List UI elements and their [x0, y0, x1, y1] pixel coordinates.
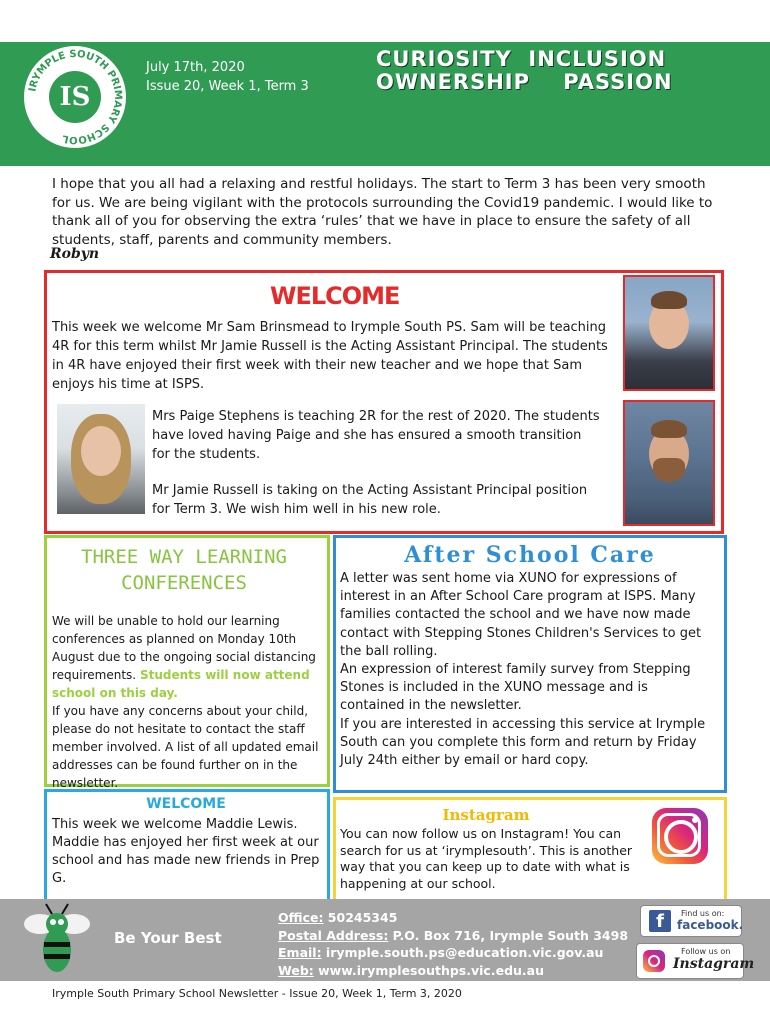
conferences-text	[52, 612, 320, 792]
instagram-small-icon	[643, 950, 665, 972]
asc-paragraph-3: If you are interested in accessing this service at Irymple South can you complete this form and return by Friday July 24th either by email or hard copy.	[340, 716, 706, 769]
instagram-badge-label: Instagram	[673, 956, 755, 972]
welcome-staff-title: WELCOME	[270, 282, 400, 310]
welcome-jamie-text: Mr Jamie Russell is taking on the Acting Assistant Principal position for Term 3. We wish him well in his new role.	[152, 483, 588, 517]
email-value[interactable]: irymple.south.ps@education.vic.gov.au	[321, 945, 604, 960]
office-value: 50245345	[323, 910, 398, 925]
issue-number: Issue 20, Week 1, Term 3	[146, 79, 309, 94]
facebook-badge[interactable]	[640, 905, 742, 937]
welcome-student-title: WELCOME	[146, 796, 226, 812]
facebook-badge-label: facebook.	[677, 918, 744, 932]
school-logo	[24, 46, 126, 148]
facebook-badge-caption: Find us on:	[681, 909, 725, 918]
photo-paige-stephens	[57, 404, 145, 514]
photo-jamie-russell	[623, 400, 715, 526]
svg-text:IRYMPLE SOUTH PRIMARY SCHOOL: IRYMPLE SOUTH PRIMARY SCHOOL	[27, 48, 124, 146]
conferences-text-intro: We will be unable to hold our learning conferences as planned on Monday 10th August due to the ongoing social distancing requirements.	[52, 614, 316, 682]
principal-signature: Robyn	[50, 246, 100, 262]
contact-postal	[278, 927, 628, 945]
school-values	[376, 48, 673, 94]
instagram-badge-caption: Follow us on	[681, 947, 731, 956]
hornet-mascot-icon	[22, 902, 92, 978]
welcome-paige-text: Mrs Paige Stephens is teaching 2R for the rest of 2020. The students have loved having Paige and she has ensured a smooth transition for the students.	[152, 409, 600, 462]
facebook-icon: f	[649, 910, 671, 932]
welcome-sam-text: This week we welcome Mr Sam Brinsmead to Irymple South PS. Sam will be teaching 4R for this term whilst Mr Jamie Russell is the Acting Assistant Principal. The students in 4R have enjoyed their first week with their new teacher and we hope that Sam enjoys his time at ISPS.	[52, 320, 608, 392]
values-line-2: OWNERSHIP PASSION	[376, 70, 673, 94]
after-school-care-title: After School Care	[404, 542, 656, 568]
welcome-student-text: This week we welcome Maddie Lewis. Maddie has enjoyed her first week at our school and has made new friends in Prep G.	[52, 817, 320, 886]
web-value[interactable]: www.irymplesouthps.vic.edu.au	[313, 962, 544, 978]
email-label: Email:	[278, 945, 322, 960]
page-footnote: Irymple South Primary School Newsletter - Issue 20, Week 1, Term 3, 2020	[52, 987, 462, 1000]
conferences-title-line-2: CONFERENCES	[121, 572, 247, 594]
contact-details	[278, 909, 628, 979]
issue-info	[146, 58, 309, 96]
instagram-badge[interactable]	[636, 943, 755, 979]
conferences-title	[56, 544, 312, 596]
asc-paragraph-2: An expression of interest family survey from Stepping Stones is included in the XUNO message and is contained in the newsletter.	[340, 662, 691, 714]
postal-value: P.O. Box 716, Irymple South 3498	[388, 927, 629, 943]
postal-label: Postal Address:	[278, 927, 389, 943]
contact-email[interactable]	[278, 944, 628, 962]
school-motto: Be Your Best	[114, 929, 222, 947]
office-label: Office:	[278, 910, 324, 925]
instagram-text: You can now follow us on Instagram! You can search for us at ‘irymplesouth’. This is another way that you can keep up to date with what is happening at our school.	[340, 826, 633, 891]
web-label: Web:	[278, 962, 314, 978]
logo-monogram: IS	[49, 71, 101, 123]
conferences-title-line-1: THREE WAY LEARNING	[81, 546, 287, 568]
issue-date: July 17th, 2020	[146, 60, 245, 75]
contact-office	[278, 909, 628, 927]
conferences-highlight: Students will now attend school on this day.	[52, 668, 310, 700]
principal-intro: I hope that you all had a relaxing and restful holidays. The start to Term 3 has been very smooth for us. We are being vigilant with the protocols surrounding the Covid19 pandemic. I would like to thank all of you for observing the extra ‘rules’ that we have in place to ensure the safety of all students, staff, parents and community members.	[52, 176, 713, 248]
contact-web[interactable]	[278, 962, 628, 980]
after-school-care-text	[340, 570, 716, 770]
photo-sam-brinsmead	[623, 275, 715, 391]
instagram-title: Instagram	[442, 806, 530, 824]
instagram-icon[interactable]	[652, 808, 708, 864]
values-line-1: CURIOSITY INCLUSION	[376, 47, 667, 71]
conferences-text-contact: If you have any concerns about your child, please do not hesitate to contact the staff member involved. A list of all updated email addresses can be found further on in the newsletter.	[52, 704, 319, 790]
asc-paragraph-1: A letter was sent home via XUNO for expressions of interest in an After School Care program at ISPS. Many families contacted the school and we have now made contact with Stepping Stones Children's Services to get the ball rolling.	[340, 571, 702, 659]
